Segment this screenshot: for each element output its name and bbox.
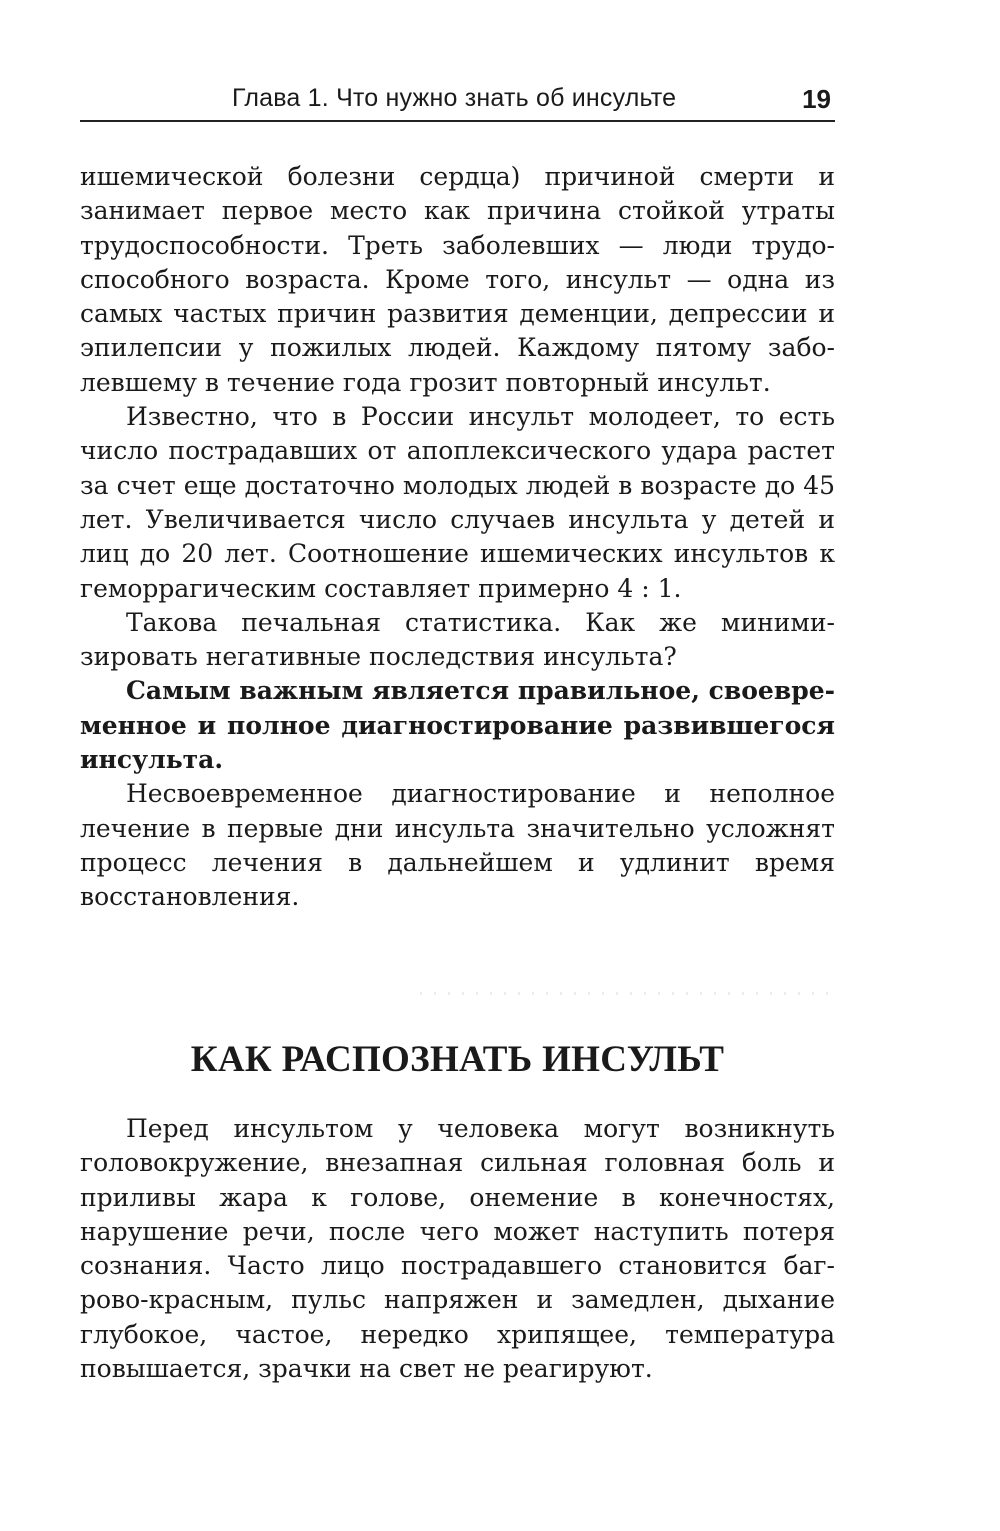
paragraph: Известно, что в России инсульт молодеет, то есть число пострадавших от апоплексического удара растет за счет еще достаточно молодых людей в возрасте до 45 лет. Увеличивается число случаев инсульта у детей и лиц до 20 лет. Соотношение ишемических инсультов к геморрагическим составляет примерно 4 : 1. (80, 402, 835, 603)
chapter-title: Глава 1. Что нужно знать об инсульте (232, 84, 677, 112)
paragraph: Перед инсультом у человека могут возникнуть головокружение, внезапная сильная головная боль и приливы жара к голове, онемение в конечностях, нарушение речи, после чего может наступить потеря сознания. Часто лицо пострадавшего становится багрово-красным, пульс напряжен и замедлен, дыхание глубокое, частое, нередко хрипящее, температура повышается, зрачки на свет не реагируют. (80, 1114, 835, 1384)
page-number: 19 (802, 84, 831, 114)
running-header (80, 80, 835, 122)
paragraph-continuation: ишемической болезни сердца) причиной смерти и занимает первое место как причина стойкой утраты трудоспособности. Треть заболевших — люди трудоспособного возраста. Кроме того, инсульт — одна из самых частых причин развития деменции, депрессии и эпилепсии у пожилых людей. Каждому пятому заболевшему в течение года грозит повторный инсульт. (80, 162, 835, 397)
main-text (80, 160, 835, 915)
section-text (80, 1112, 835, 1386)
paragraph: Несвоевременное диагностирование и неполное лечение в первые дни инсульта значительно усложнят процесс лечения в дальнейшем и удлинит время восстановления. (80, 779, 835, 912)
section-heading: КАК РАСПОЗНАТЬ ИНСУЛЬТ (190, 1039, 725, 1080)
paragraph-emphasis: Самым важным является правильное, своевременное и полное диагностирование развившегося инсульта. (80, 676, 835, 775)
paragraph: Такова печальная статистика. Как же минимизировать негативные последствия инсульта? (80, 607, 835, 672)
print-speckle (420, 992, 840, 995)
